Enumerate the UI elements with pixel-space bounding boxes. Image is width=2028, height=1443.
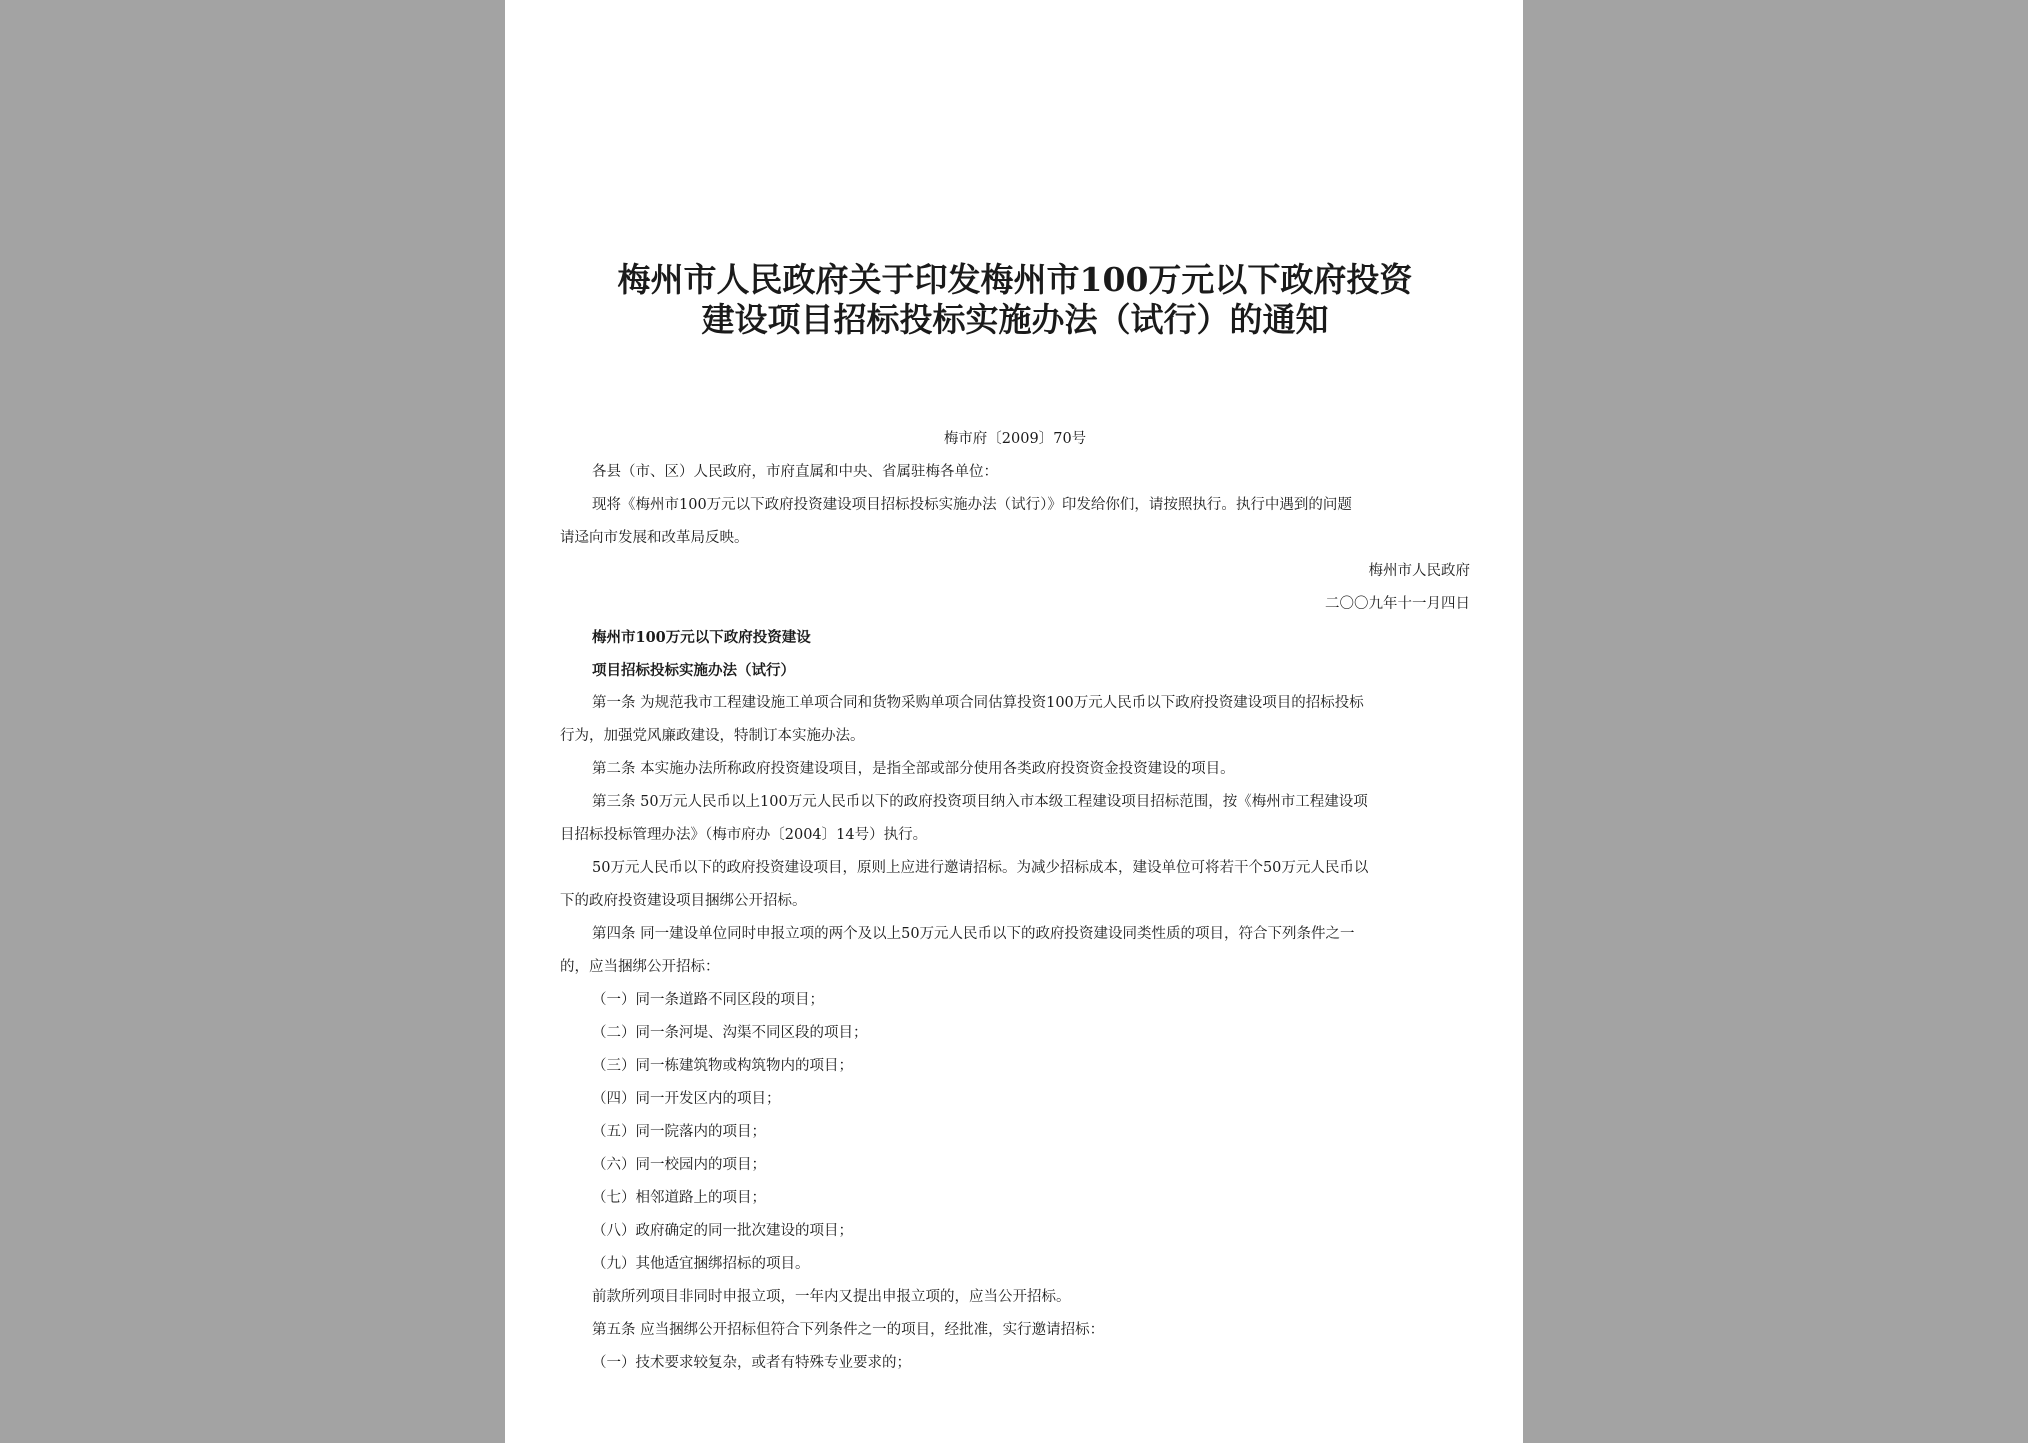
article-2: 第二条 本实施办法所称政府投资建设项目，是指全部或部分使用各类政府投资资金投资建设的项目。 — [592, 761, 1235, 777]
intro-line-2: 请迳向市发展和改革局反映。 — [560, 530, 749, 546]
list-item: （四）同一开发区内的项目； — [592, 1091, 781, 1107]
document-page — [505, 0, 1523, 1443]
list-item: （五）同一院落内的项目； — [592, 1124, 766, 1140]
list-item: （六）同一校园内的项目； — [592, 1157, 766, 1173]
addressee: 各县（市、区）人民政府，市府直属和中央、省属驻梅各单位： — [592, 464, 998, 480]
article-5-item-1: （一）技术要求较复杂，或者有特殊专业要求的； — [592, 1355, 911, 1371]
article-3-line-2: 目招标投标管理办法》（梅市府办〔2004〕14号）执行。 — [560, 827, 928, 843]
list-item: （九）其他适宜捆绑招标的项目。 — [592, 1256, 810, 1272]
article-3-line-1: 第三条 50万元人民币以上100万元人民币以下的政府投资项目纳入市本级工程建设项目招标范围，按《梅州市工程建设项 — [592, 794, 1368, 810]
article-4-line-2: 的，应当捆绑公开招标： — [560, 959, 720, 975]
attachment-title-1: 梅州市100万元以下政府投资建设 — [592, 629, 811, 646]
signature-org: 梅州市人民政府 — [1368, 563, 1470, 579]
title-line-1: 梅州市人民政府关于印发梅州市100万元以下政府投资 — [617, 260, 1413, 299]
article-5: 第五条 应当捆绑公开招标但符合下列条件之一的项目，经批准，实行邀请招标： — [592, 1322, 1105, 1338]
article-3b-line-1: 50万元人民币以下的政府投资建设项目，原则上应进行邀请招标。为减少招标成本，建设单位可将若干个50万元人民币以 — [592, 860, 1369, 876]
article-4-line-1: 第四条 同一建设单位同时申报立项的两个及以上50万元人民币以下的政府投资建设同类性质的项目，符合下列条件之一 — [592, 926, 1355, 942]
document-number: 梅市府〔2009〕70号 — [943, 431, 1087, 447]
article-3b-line-2: 下的政府投资建设项目捆绑公开招标。 — [560, 893, 807, 909]
list-item: （一）同一条道路不同区段的项目； — [592, 992, 824, 1008]
list-item: （二）同一条河堤、沟渠不同区段的项目； — [592, 1025, 868, 1041]
title-line-2: 建设项目招标投标实施办法（试行）的通知 — [701, 300, 1329, 339]
article-1-line-2: 行为，加强党风廉政建设，特制订本实施办法。 — [560, 728, 865, 744]
signature-date: 二〇〇九年十一月四日 — [1325, 596, 1470, 612]
article-1-line-1: 第一条 为规范我市工程建设施工单项合同和货物采购单项合同估算投资100万元人民币以下政府投资建设项目的招标投标 — [592, 695, 1364, 711]
document-content — [560, 260, 1470, 1380]
list-item: （三）同一栋建筑物或构筑物内的项目； — [592, 1058, 853, 1074]
article-4-tail: 前款所列项目非同时申报立项，一年内又提出申报立项的，应当公开招标。 — [592, 1289, 1071, 1305]
attachment-title-2: 项目招标投标实施办法（试行） — [592, 662, 795, 679]
intro-line-1: 现将《梅州市100万元以下政府投资建设项目招标投标实施办法（试行）》印发给你们，请按照执行。执行中遇到的问题 — [592, 497, 1352, 513]
list-item: （八）政府确定的同一批次建设的项目； — [592, 1223, 853, 1239]
list-item: （七）相邻道路上的项目； — [592, 1190, 766, 1206]
document-title — [560, 260, 1470, 340]
